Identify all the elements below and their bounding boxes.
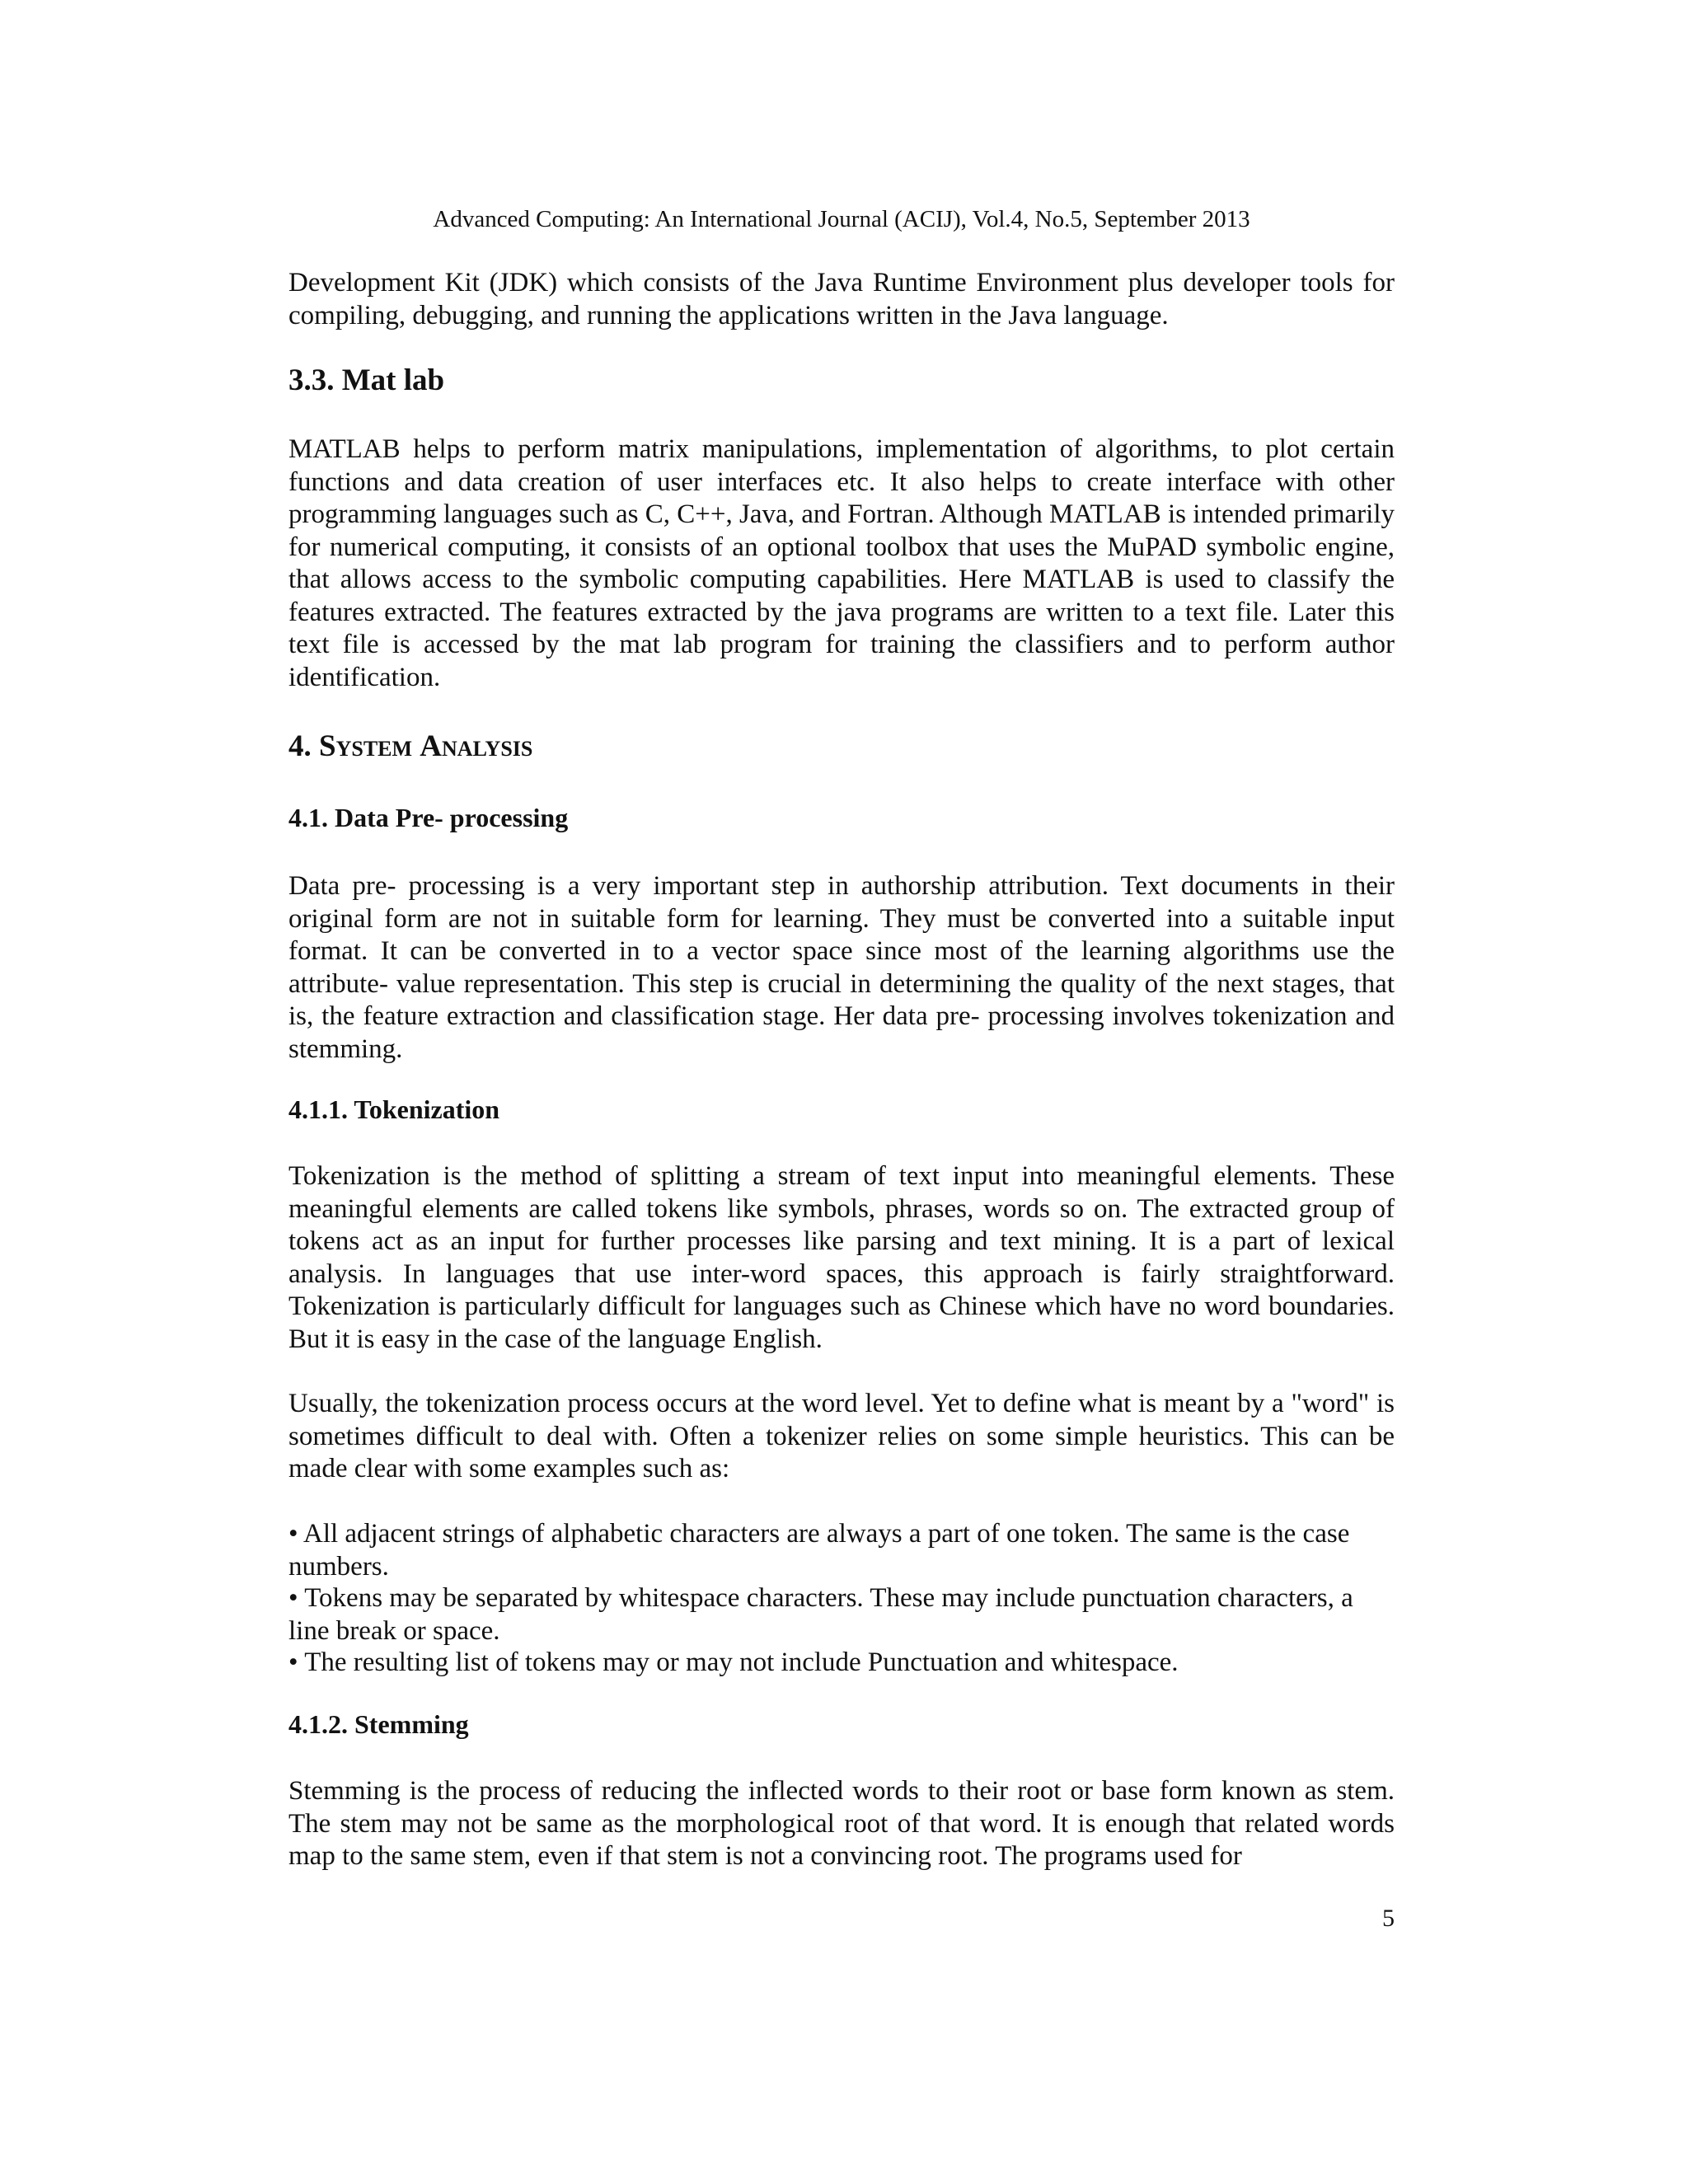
section-4-title-s: S — [319, 729, 336, 763]
section-4-title-ystem: ystem — [335, 729, 420, 763]
section-4-1-paragraph: Data pre- processing is a very important step in authorship attribution. Text documents in their original form are not in suitable form for learning. They must be converted into a suitable input format. It can be converted in to a vector space since most of the learning algorithms use the attribute- value representation. This step is crucial in determining the quality of the next stages, that is, the feature extraction and classification stage. Her data pre- processing involves tokenization and stemming. — [288, 871, 1395, 1064]
section-4-heading — [288, 729, 532, 765]
section-4-1-2-heading: 4.1.2. Stemming — [288, 1709, 469, 1739]
section-4-1-1-heading: 4.1.1. Tokenization — [288, 1094, 500, 1124]
tokenization-paragraph-1: Tokenization is the method of splitting a stream of text input into meaningful elements. These meaningful elements are called tokens like symbols, phrases, words so on. The extracted group of tokens act as an input for further processes like parsing and text mining. It is a part of lexical analysis. In languages that use inter-word spaces, this approach is fairly straightforward. Tokenization is particularly difficult for languages such as Chinese which have no word boundaries. But it is easy in the case of the language English. — [288, 1161, 1395, 1354]
stemming-paragraph: Stemming is the process of reducing the inflected words to their root or base form known as stem. The stem may not be same as the morphological root of that word. It is enough that related words map to the same stem, even if that stem is not a convincing root. The programs used for — [288, 1776, 1395, 1871]
section-4-1-heading: 4.1. Data Pre- processing — [288, 803, 569, 832]
tokenization-paragraph-2: Usually, the tokenization process occurs at the word level. Yet to define what is meant by a "word" is sometimes difficult to deal with. Often a tokenizer relies on some simple heuristics. This can be made clear with some examples such as: — [288, 1389, 1395, 1483]
section-4-number: 4. — [288, 729, 319, 763]
section-3-3-paragraph: MATLAB helps to perform matrix manipulations, implementation of algorithms, to plot certain functions and data creation of user interfaces etc. It also helps to create interface with other programming languages such as C, C++, Java, and Fortran. Although MATLAB is intended primarily for numerical computing, it consists of an optional toolbox that uses the MuPAD symbolic engine, that allows access to the symbolic computing capabilities. Here MATLAB is used to classify the features extracted. The features extracted by the java programs are written to a text file. Later this text file is accessed by the mat lab program for training the classifiers and to perform author identification. — [288, 434, 1395, 692]
section-4-title-a: A — [420, 729, 443, 763]
intro-paragraph: Development Kit (JDK) which consists of the Java Runtime Environment plus developer tools for compiling, debugging, and running the applications written in the Java language. — [288, 268, 1395, 330]
page-number: 5 — [1382, 1905, 1395, 1932]
bullet-item: • The resulting list of tokens may or may not include Punctuation and whitespace. — [288, 1647, 1179, 1677]
bullet-item: • Tokens may be separated by whitespace characters. These may include punctuation characters, a line break or space. — [288, 1583, 1353, 1646]
running-header: Advanced Computing: An International Journal (ACIJ), Vol.4, No.5, September 2013 — [433, 206, 1250, 232]
section-3-3-heading: 3.3. Mat lab — [288, 363, 445, 397]
bullet-item: • All adjacent strings of alphabetic characters are always a part of one token. The same is the case numbers. — [288, 1519, 1350, 1582]
section-4-title-nalysis: nalysis — [442, 729, 533, 763]
